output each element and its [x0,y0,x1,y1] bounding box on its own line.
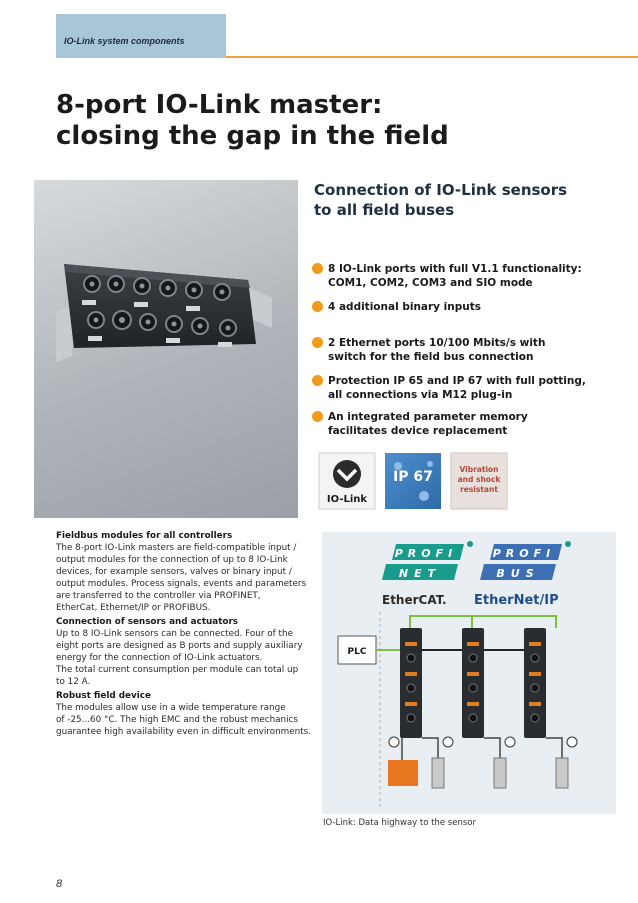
paragraph-line: The total current consumption per module can total up [56,665,299,675]
page-title [56,90,616,152]
section-tab [56,14,226,58]
io-link-badge-text: IO-Link [326,494,368,505]
profibus-logo [480,541,571,580]
bullet-dot-icon [312,263,323,274]
feature-item [312,300,612,314]
ip67-badge-text: IP 67 [393,469,433,485]
page-number: 8 [56,878,63,890]
paragraph-fieldbus [56,542,314,614]
feature-item-line-1: 2 Ethernet ports 10/100 Mbits/s with [328,337,546,349]
actuator-device [388,760,418,786]
feature-item-line-1: 4 additional binary inputs [328,301,482,313]
paragraph-line: output modules for the connection of up to 8 IO-Link [56,555,288,565]
paragraph-line: eight ports are designed as B ports and supply auxiliary [56,641,303,651]
feature-item-line-1: Protection IP 65 and IP 67 with full potting, [328,375,586,387]
diagram-caption: IO-Link: Data highway to the sensor [323,818,476,828]
feature-item [312,410,612,438]
paragraph-robust [56,702,314,738]
paragraph-line: devices, for example sensors, valves or binary input / [56,567,292,577]
paragraph-line: The modules allow use in a wide temperature range [56,703,286,713]
paragraph-line: of -25...60 °C. The high EMC and the robust mechanics [56,715,298,725]
paragraph-line: to 12 A. [56,677,91,687]
feature-item-line-2: COM1, COM2, COM3 and SIO mode [328,277,533,289]
profibus-bottom-text: BUS [496,567,540,580]
paragraph-line: The 8-port IO-Link masters are field-compatible input / [56,543,297,553]
paragraph-line: output modules. Process signals, events and parameters [56,579,307,589]
profinet-top-text: PROFI [394,547,458,560]
paragraph-line: Up to 8 IO-Link sensors can be connected. Four of the [56,629,293,639]
vibration-badge-line-3: resistant [460,485,498,494]
paragraph-line: guarantee high availability even in difficult environments. [56,727,312,737]
features-heading-line-2: to all field buses [314,201,455,219]
paragraph-connection [56,628,314,688]
io-link-badge [318,452,376,510]
bullet-dot-icon [312,411,323,422]
sensor-device [494,758,506,788]
profinet-logo [382,541,473,580]
paragraph-line: energy for the connection of IO-Link actuators. [56,653,263,663]
sensor-device [432,758,444,788]
bullet-dot-icon [312,337,323,348]
feature-item-line-2: all connections via M12 plug-in [328,389,513,401]
feature-item-line-2: switch for the field bus connection [328,351,534,363]
section-heading-connection: Connection of sensors and actuators [56,617,239,627]
features-heading-line-1: Connection of IO-Link sensors [314,181,568,199]
profibus-top-text: PROFI [492,547,556,560]
section-label: IO-Link system components [64,36,185,46]
feature-item-line-1: 8 IO-Link ports with full V1.1 functionality: [328,263,582,275]
ethernetip-logo: EtherNet/IP [474,593,559,608]
page-title-line-2: closing the gap in the field [56,121,449,151]
bullet-dot-icon [312,301,323,312]
features-heading [314,180,614,220]
product-photo [34,180,298,518]
ethercat-logo: EtherCAT. [382,593,447,607]
io-link-master-image [34,180,298,518]
header-rule [226,56,638,58]
feature-item [312,262,612,290]
profinet-bottom-text: NET [398,567,442,580]
body-text [56,530,314,740]
ip67-badge [384,452,442,510]
section-heading-fieldbus: Fieldbus modules for all controllers [56,531,233,541]
section-heading-robust: Robust field device [56,691,151,701]
page-title-line-1: 8-port IO-Link master: [56,90,383,120]
feature-item-line-2: facilitates device replacement [328,425,508,437]
paragraph-line: EtherCat, Ethernet/IP or PROFIBUS. [56,603,211,613]
bullet-dot-icon [312,375,323,386]
vibration-badge-line-1: Vibration [459,465,499,474]
network-diagram [322,532,616,814]
feature-item [312,374,612,402]
feature-item-line-1: An integrated parameter memory [328,411,528,423]
vibration-badge [450,452,508,510]
sensor-device [556,758,568,788]
vibration-badge-line-2: and shock [457,475,501,484]
paragraph-line: are transferred to the controller via PROFINET, [56,591,261,601]
feature-item [312,336,612,364]
plc-label: PLC [347,647,367,657]
